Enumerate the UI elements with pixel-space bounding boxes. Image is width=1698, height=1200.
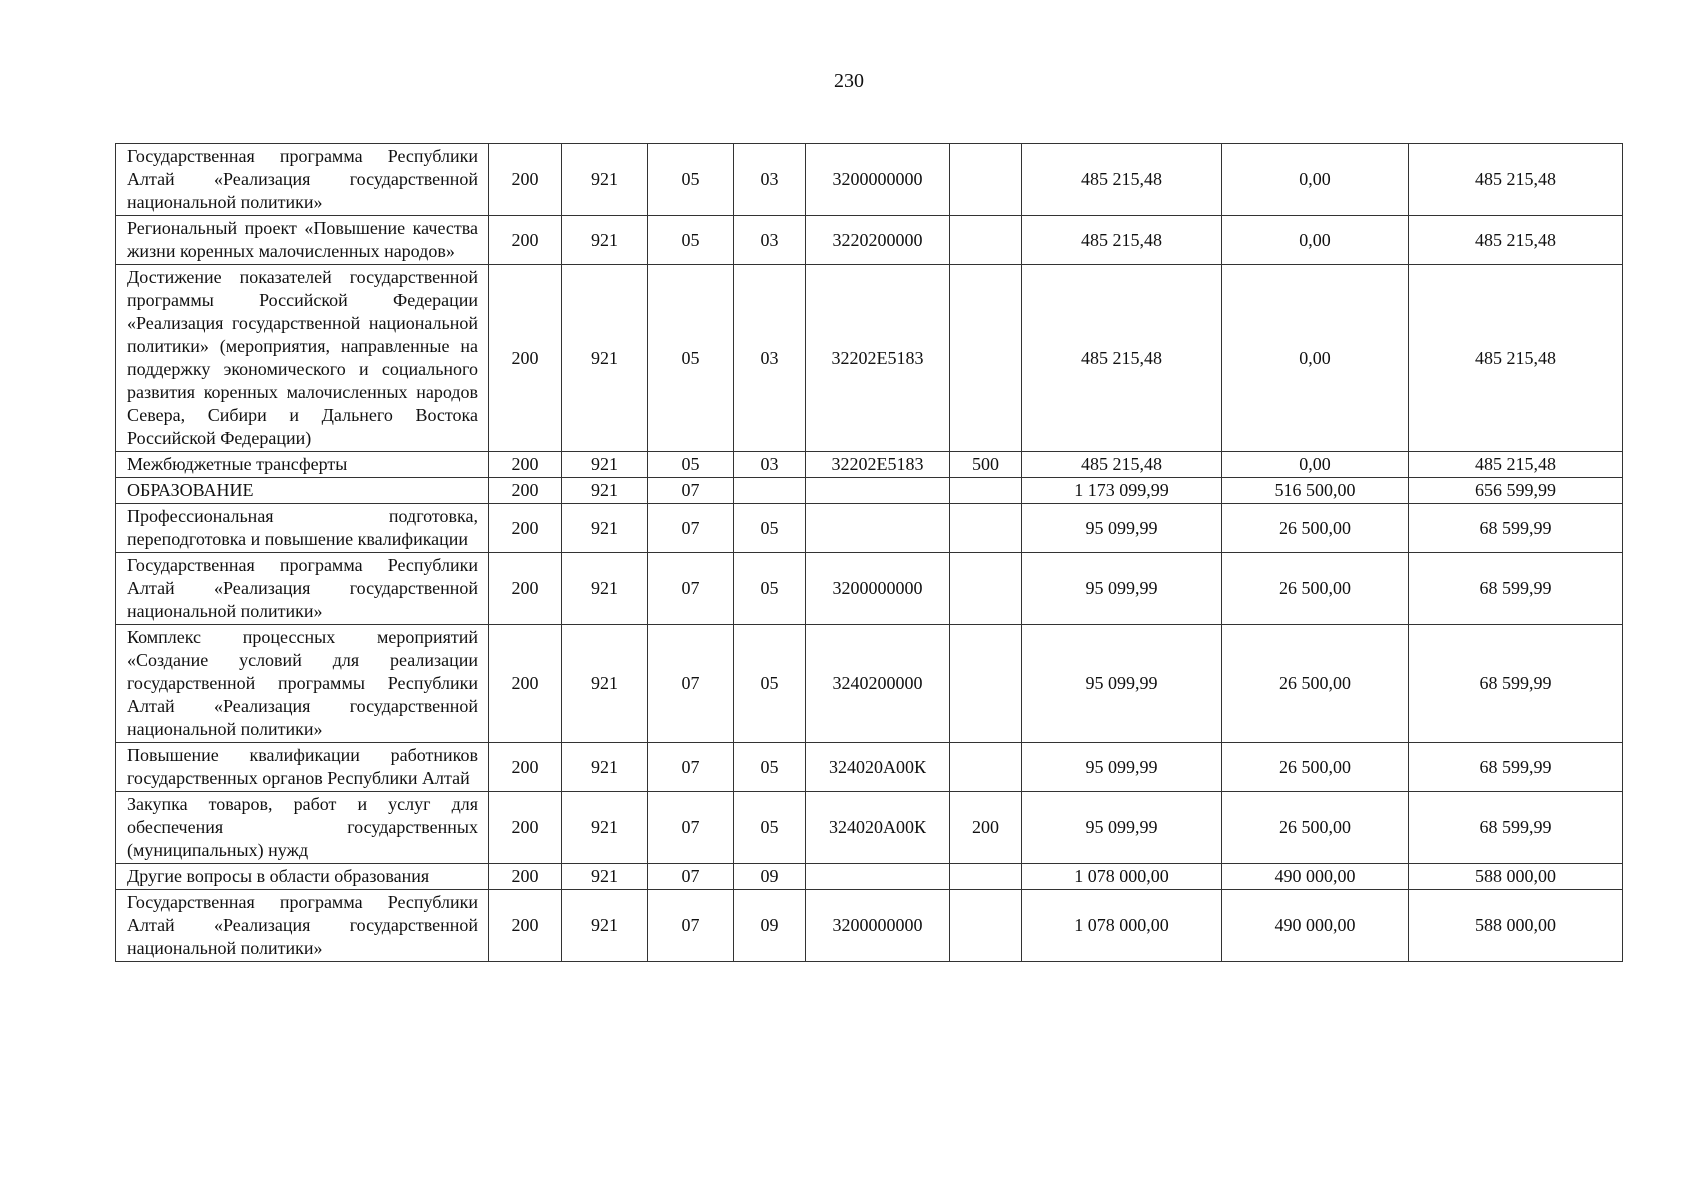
ministry-code: 921 bbox=[562, 504, 648, 553]
row-name: Профессиональная подготовка, переподготовка и повышение квалификации bbox=[116, 504, 489, 553]
expense-type-code bbox=[950, 743, 1022, 792]
expense-type-code bbox=[950, 864, 1022, 890]
ministry-code: 921 bbox=[562, 890, 648, 962]
section-code: 200 bbox=[489, 625, 562, 743]
row-name: Достижение показателей государственной программы Российской Федерации «Реализация государственной национальной политики» (мероприятия, направленные на поддержку экономического и социального развития коренных малочисленных народов Севера, Сибири и Дальнего Востока Российской Федерации) bbox=[116, 265, 489, 452]
expense-type-code: 500 bbox=[950, 452, 1022, 478]
expense-type-code bbox=[950, 478, 1022, 504]
division-code: 07 bbox=[648, 792, 734, 864]
subdivision-code: 05 bbox=[734, 504, 806, 553]
division-code: 07 bbox=[648, 504, 734, 553]
amount-col-3: 485 215,48 bbox=[1409, 144, 1623, 216]
total-amount: 1 173 099,99 bbox=[1022, 478, 1222, 504]
ministry-code: 921 bbox=[562, 625, 648, 743]
table-row bbox=[116, 265, 1623, 452]
division-code: 07 bbox=[648, 625, 734, 743]
subdivision-code: 05 bbox=[734, 792, 806, 864]
target-article-code: 3200000000 bbox=[806, 144, 950, 216]
amount-col-2: 26 500,00 bbox=[1222, 743, 1409, 792]
table-row bbox=[116, 625, 1623, 743]
amount-col-2: 26 500,00 bbox=[1222, 553, 1409, 625]
row-name: Государственная программа Республики Алтай «Реализация государственной национальной политики» bbox=[116, 553, 489, 625]
ministry-code: 921 bbox=[562, 452, 648, 478]
page-number: 230 bbox=[834, 70, 864, 92]
section-code: 200 bbox=[489, 890, 562, 962]
amount-col-3: 68 599,99 bbox=[1409, 504, 1623, 553]
section-code: 200 bbox=[489, 144, 562, 216]
total-amount: 95 099,99 bbox=[1022, 625, 1222, 743]
amount-col-3: 68 599,99 bbox=[1409, 743, 1623, 792]
ministry-code: 921 bbox=[562, 792, 648, 864]
expense-type-code bbox=[950, 144, 1022, 216]
expense-type-code bbox=[950, 216, 1022, 265]
section-code: 200 bbox=[489, 478, 562, 504]
subdivision-code: 05 bbox=[734, 553, 806, 625]
total-amount: 95 099,99 bbox=[1022, 553, 1222, 625]
target-article-code: 324020А00К bbox=[806, 792, 950, 864]
ministry-code: 921 bbox=[562, 478, 648, 504]
ministry-code: 921 bbox=[562, 144, 648, 216]
table-row bbox=[116, 864, 1623, 890]
subdivision-code: 05 bbox=[734, 743, 806, 792]
expense-type-code bbox=[950, 504, 1022, 553]
division-code: 07 bbox=[648, 864, 734, 890]
row-name: Комплекс процессных мероприятий «Создание условий для реализации государственной программы Республики Алтай «Реализация государственной национальной политики» bbox=[116, 625, 489, 743]
table-row bbox=[116, 792, 1623, 864]
ministry-code: 921 bbox=[562, 864, 648, 890]
total-amount: 95 099,99 bbox=[1022, 792, 1222, 864]
division-code: 07 bbox=[648, 553, 734, 625]
amount-col-3: 485 215,48 bbox=[1409, 452, 1623, 478]
ministry-code: 921 bbox=[562, 553, 648, 625]
table-row bbox=[116, 452, 1623, 478]
subdivision-code: 03 bbox=[734, 216, 806, 265]
table-row bbox=[116, 504, 1623, 553]
row-name: ОБРАЗОВАНИЕ bbox=[116, 478, 489, 504]
subdivision-code: 09 bbox=[734, 864, 806, 890]
amount-col-3: 485 215,48 bbox=[1409, 265, 1623, 452]
subdivision-code: 09 bbox=[734, 890, 806, 962]
row-name: Государственная программа Республики Алтай «Реализация государственной национальной политики» bbox=[116, 144, 489, 216]
total-amount: 1 078 000,00 bbox=[1022, 864, 1222, 890]
amount-col-2: 516 500,00 bbox=[1222, 478, 1409, 504]
division-code: 07 bbox=[648, 478, 734, 504]
subdivision-code: 03 bbox=[734, 265, 806, 452]
target-article-code: 324020А00К bbox=[806, 743, 950, 792]
total-amount: 95 099,99 bbox=[1022, 504, 1222, 553]
ministry-code: 921 bbox=[562, 265, 648, 452]
row-name: Государственная программа Республики Алтай «Реализация государственной национальной политики» bbox=[116, 890, 489, 962]
table-row bbox=[116, 478, 1623, 504]
section-code: 200 bbox=[489, 553, 562, 625]
row-name: Межбюджетные трансферты bbox=[116, 452, 489, 478]
table-row bbox=[116, 890, 1623, 962]
subdivision-code: 03 bbox=[734, 144, 806, 216]
amount-col-3: 68 599,99 bbox=[1409, 625, 1623, 743]
amount-col-2: 490 000,00 bbox=[1222, 864, 1409, 890]
amount-col-2: 0,00 bbox=[1222, 265, 1409, 452]
expense-type-code bbox=[950, 265, 1022, 452]
target-article-code: 3200000000 bbox=[806, 890, 950, 962]
division-code: 05 bbox=[648, 216, 734, 265]
section-code: 200 bbox=[489, 792, 562, 864]
row-name: Повышение квалификации работников государственных органов Республики Алтай bbox=[116, 743, 489, 792]
amount-col-3: 588 000,00 bbox=[1409, 890, 1623, 962]
subdivision-code bbox=[734, 478, 806, 504]
division-code: 05 bbox=[648, 144, 734, 216]
expense-type-code bbox=[950, 625, 1022, 743]
amount-col-2: 26 500,00 bbox=[1222, 504, 1409, 553]
amount-col-2: 26 500,00 bbox=[1222, 625, 1409, 743]
target-article-code: 32202E5183 bbox=[806, 452, 950, 478]
subdivision-code: 03 bbox=[734, 452, 806, 478]
table-row bbox=[116, 144, 1623, 216]
table-row bbox=[116, 553, 1623, 625]
section-code: 200 bbox=[489, 265, 562, 452]
target-article-code: 3200000000 bbox=[806, 553, 950, 625]
division-code: 05 bbox=[648, 452, 734, 478]
expense-type-code: 200 bbox=[950, 792, 1022, 864]
section-code: 200 bbox=[489, 216, 562, 265]
table-row bbox=[116, 743, 1623, 792]
amount-col-2: 0,00 bbox=[1222, 452, 1409, 478]
total-amount: 485 215,48 bbox=[1022, 216, 1222, 265]
amount-col-2: 0,00 bbox=[1222, 216, 1409, 265]
budget-table bbox=[115, 143, 1623, 962]
target-article-code: 3240200000 bbox=[806, 625, 950, 743]
target-article-code: 32202E5183 bbox=[806, 265, 950, 452]
expense-type-code bbox=[950, 553, 1022, 625]
subdivision-code: 05 bbox=[734, 625, 806, 743]
total-amount: 485 215,48 bbox=[1022, 265, 1222, 452]
expense-type-code bbox=[950, 890, 1022, 962]
total-amount: 95 099,99 bbox=[1022, 743, 1222, 792]
amount-col-3: 485 215,48 bbox=[1409, 216, 1623, 265]
total-amount: 1 078 000,00 bbox=[1022, 890, 1222, 962]
amount-col-2: 26 500,00 bbox=[1222, 792, 1409, 864]
division-code: 07 bbox=[648, 890, 734, 962]
section-code: 200 bbox=[489, 864, 562, 890]
division-code: 05 bbox=[648, 265, 734, 452]
amount-col-2: 0,00 bbox=[1222, 144, 1409, 216]
row-name: Региональный проект «Повышение качества жизни коренных малочисленных народов» bbox=[116, 216, 489, 265]
row-name: Другие вопросы в области образования bbox=[116, 864, 489, 890]
ministry-code: 921 bbox=[562, 743, 648, 792]
ministry-code: 921 bbox=[562, 216, 648, 265]
section-code: 200 bbox=[489, 504, 562, 553]
amount-col-3: 68 599,99 bbox=[1409, 553, 1623, 625]
amount-col-3: 656 599,99 bbox=[1409, 478, 1623, 504]
amount-col-3: 588 000,00 bbox=[1409, 864, 1623, 890]
table-row bbox=[116, 216, 1623, 265]
total-amount: 485 215,48 bbox=[1022, 452, 1222, 478]
division-code: 07 bbox=[648, 743, 734, 792]
section-code: 200 bbox=[489, 452, 562, 478]
total-amount: 485 215,48 bbox=[1022, 144, 1222, 216]
target-article-code: 3220200000 bbox=[806, 216, 950, 265]
amount-col-3: 68 599,99 bbox=[1409, 792, 1623, 864]
target-article-code bbox=[806, 478, 950, 504]
row-name: Закупка товаров, работ и услуг для обеспечения государственных (муниципальных) нужд bbox=[116, 792, 489, 864]
amount-col-2: 490 000,00 bbox=[1222, 890, 1409, 962]
target-article-code bbox=[806, 504, 950, 553]
target-article-code bbox=[806, 864, 950, 890]
section-code: 200 bbox=[489, 743, 562, 792]
